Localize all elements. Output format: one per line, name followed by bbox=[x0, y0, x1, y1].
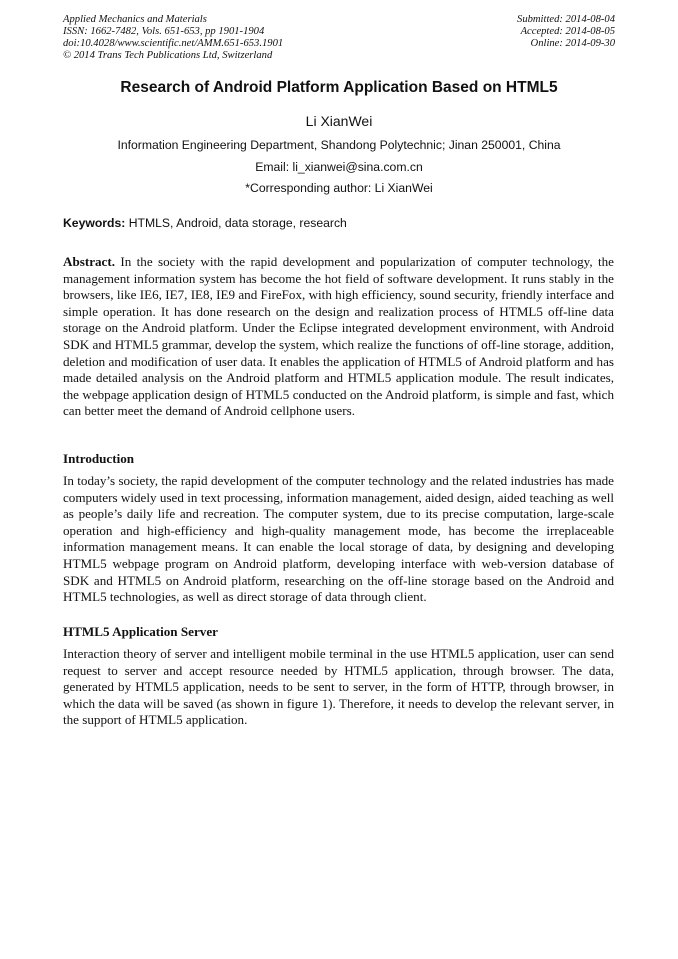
corresponding-author: *Corresponding author: Li XianWei bbox=[245, 181, 433, 195]
copyright-line: © 2014 Trans Tech Publications Ltd, Switzerland bbox=[63, 50, 273, 61]
abstract-label: Abstract. bbox=[63, 254, 115, 269]
section-body-html5-server: Interaction theory of server and intelligent mobile terminal in the use HTML5 application, user can send request to server and accept resource needed by HTML5 application, through browser. The data, generated by HTML5 application, needs to be sent to server, in the form of HTTP, through browser, in which the data will be saved (as shown in figure 1). Therefore, it needs to develop the relevant server, in the support of HTML5 application. bbox=[63, 646, 614, 728]
abstract bbox=[63, 254, 614, 420]
paper-title: Research of Android Platform Application Based on HTML5 bbox=[120, 79, 558, 96]
online-date: Online: 2014-09-30 bbox=[530, 38, 615, 49]
author-name: Li XianWei bbox=[305, 113, 373, 129]
abstract-text: In the society with the rapid development and popularization of computer technology, the management information system has become the hot field of software development. It runs stably in the browsers, like IE6, IE7, IE8, IE9 and FireFox, with high efficiency, sound security, friendly interface and simple operation. It has done research on the design and realization process of HTML5 off-line data storage on the Android platform. Under the Eclipse integrated development environment, with Android SDK and HTML5 grammar, develop the system, which realize the functions of off-line storage, addition, deletion and modification of user data. It enables the application of HTML5 of Android platform and has made detailed analysis on the Android platform and HTML5 application module. The result indicates, the webpage application design of HTML5 conducted on the Android platform, is simple and fast, which can better meet the demand of Android cellphone users. bbox=[63, 254, 614, 419]
submitted-date: Submitted: 2014-08-04 bbox=[517, 14, 615, 25]
header-left bbox=[63, 14, 283, 62]
section-heading-introduction: Introduction bbox=[63, 451, 135, 466]
keywords-label: Keywords: bbox=[63, 216, 126, 230]
doi-line: doi:10.4028/www.scientific.net/AMM.651-653.1901 bbox=[63, 38, 284, 49]
keywords bbox=[63, 216, 347, 230]
affiliation: Information Engineering Department, Shandong Polytechnic; Jinan 250001, China bbox=[117, 138, 561, 152]
section-heading-html5-server: HTML5 Application Server bbox=[63, 624, 218, 639]
accepted-date: Accepted: 2014-08-05 bbox=[520, 26, 615, 37]
issn-line: ISSN: 1662-7482, Vols. 651-653, pp 1901-1904 bbox=[63, 26, 265, 37]
header-right bbox=[517, 14, 615, 50]
keywords-text: HTMLS, Android, data storage, research bbox=[125, 216, 347, 230]
email: Email: li_xianwei@sina.com.cn bbox=[255, 160, 423, 174]
journal-name: Applied Mechanics and Materials bbox=[63, 14, 207, 25]
section-body-introduction: In today’s society, the rapid development of the computer technology and the related industries has made computers widely used in text processing, information management, aided design, aided teaching as well as people’s daily life and recreation. The computer system, due to its precise computation, large-scale operation and high-efficiency and high-quality management mode, has become the irreplaceable information management means. It can enable the local storage of data, by designing and developing HTML5 webpage program on Android platform, developing interface with web-version database of SDK and HTML5 on Android platform, researching on the off-line storage based on the Android and HTML5 technologies, as well as direct storage of data through client. bbox=[63, 473, 614, 605]
